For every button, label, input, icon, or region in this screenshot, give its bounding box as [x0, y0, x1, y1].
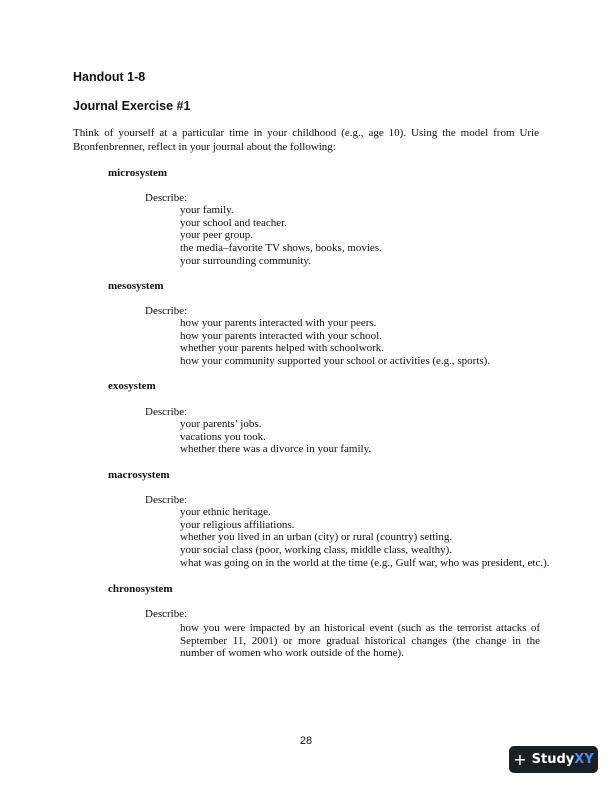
macrosystem-list: [180, 506, 550, 570]
list-item: how your parents interacted with your peers.: [180, 317, 377, 329]
exosystem-list: [180, 418, 371, 456]
mesosystem-list: [180, 317, 490, 368]
list-item: your surrounding community.: [180, 254, 311, 267]
list-item: how your community supported your school or activities (e.g., sports).: [180, 355, 491, 368]
describe-label: Describe:: [145, 608, 188, 620]
intro-paragraph: Think of yourself at a particular time in your childhood (e.g., age 10). Using the model from Urie Bronfenbrenner, reflect in your journal about the following:: [73, 127, 539, 153]
section-term-mesosystem: mesosystem: [108, 280, 164, 292]
describe-label: Describe:: [145, 305, 188, 317]
describe-label: Describe:: [145, 494, 188, 506]
page-number: 28: [299, 735, 313, 747]
list-item: vacations you took.: [180, 430, 266, 443]
list-item: your religious affiliations.: [180, 518, 295, 531]
list-item: the media–favorite TV shows, books, movies.: [180, 242, 382, 255]
chronosystem-paragraph: how you were impacted by an historical event (such as the terrorist attacks of September 11, 2001) or more gradual historical changes (the change in the number of women who work outside of the home).: [180, 622, 540, 660]
list-item: your parents’ jobs.: [180, 418, 262, 430]
list-item: what was going on in the world at the time (e.g., Gulf war, who was president, etc.).: [180, 556, 550, 569]
list-item: whether your parents helped with schoolwork.: [180, 342, 385, 355]
list-item: whether you lived in an urban (city) or rural (country) setting.: [180, 531, 453, 544]
list-item: your school and teacher.: [180, 216, 287, 229]
list-item: whether there was a divorce in your family.: [180, 443, 372, 456]
handout-title: Handout 1-8: [73, 70, 146, 84]
brand-name-part1: Study: [531, 752, 575, 767]
list-item: your ethnic heritage.: [180, 506, 271, 518]
brand-name: [532, 752, 594, 767]
list-item: your social class (poor, working class, middle class, wealthy).: [180, 544, 453, 557]
brand-name-part2: XY: [574, 752, 594, 767]
plus-icon: +: [513, 749, 527, 769]
list-item: how your parents interacted with your school.: [180, 329, 382, 342]
microsystem-list: [180, 204, 382, 268]
section-term-microsystem: microsystem: [108, 167, 168, 179]
list-item: your family.: [180, 204, 234, 216]
describe-label: Describe:: [145, 192, 188, 204]
section-term-exosystem: exosystem: [108, 380, 156, 392]
list-item: your peer group.: [180, 229, 254, 242]
section-term-macrosystem: macrosystem: [108, 469, 170, 481]
describe-label: Describe:: [145, 406, 188, 418]
section-term-chronosystem: chronosystem: [108, 583, 173, 595]
exercise-title: Journal Exercise #1: [73, 99, 191, 113]
studyxy-badge: [509, 746, 598, 773]
